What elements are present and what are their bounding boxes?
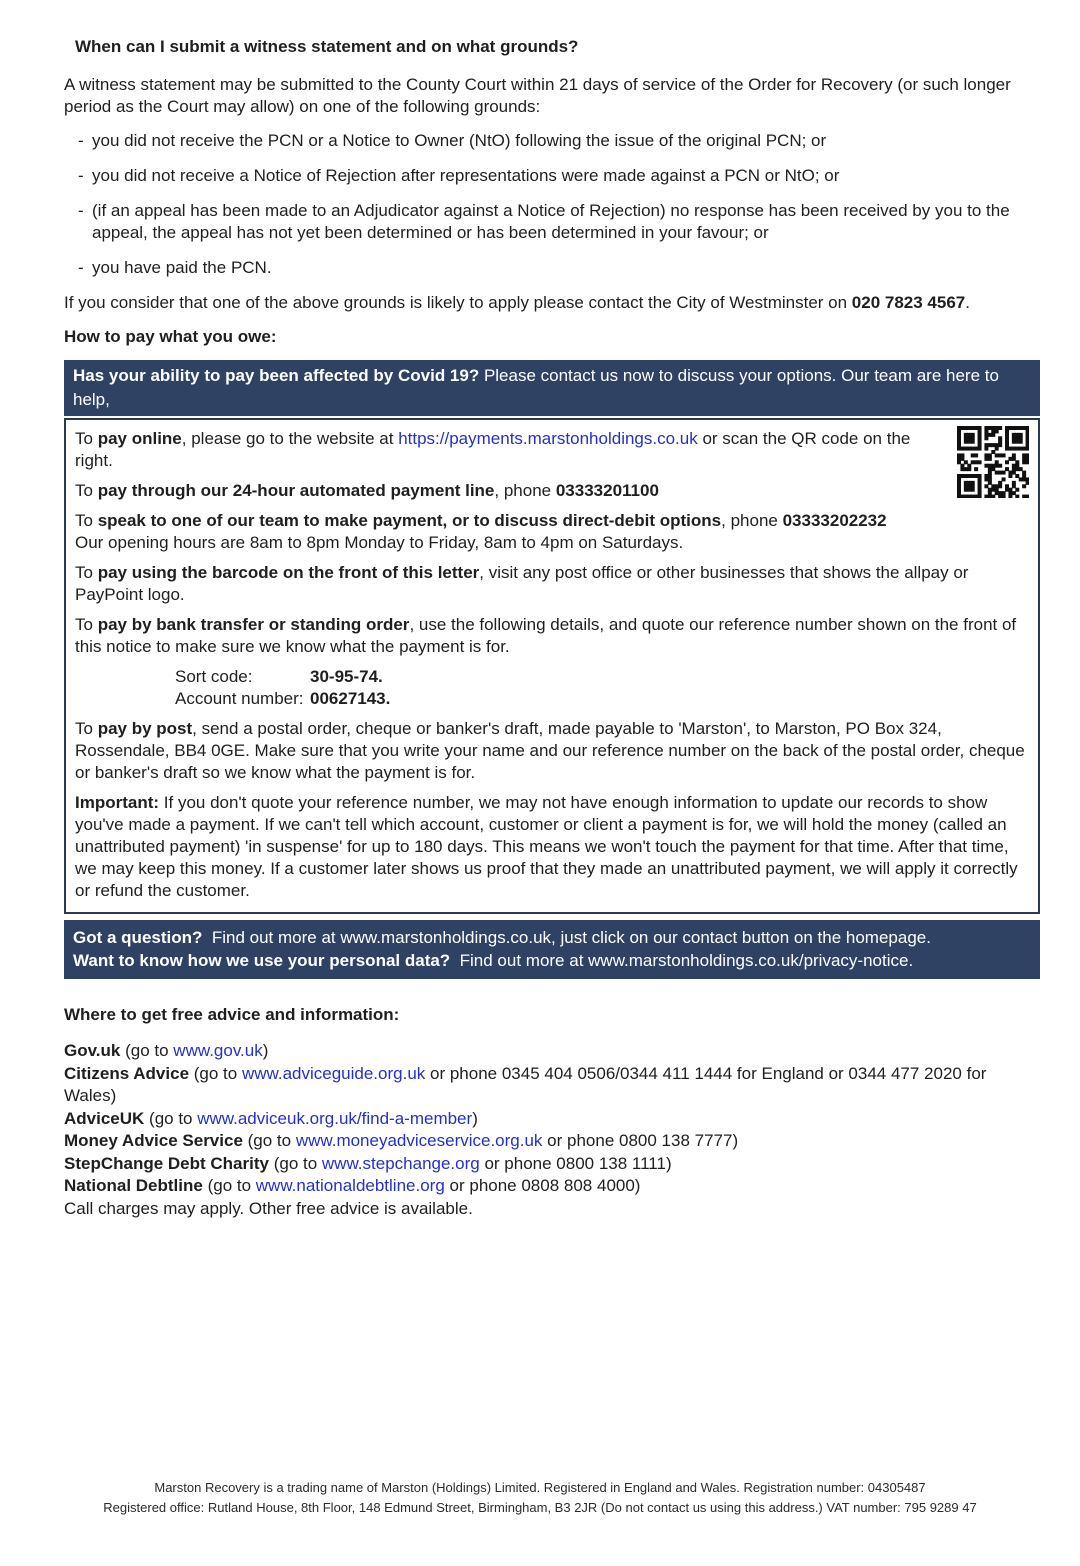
text-segment: pay using the barcode on the front of this letter [97, 563, 480, 582]
text-segment: 03333202232 [782, 511, 887, 530]
text-segment: or scan the QR code on the right. [75, 429, 911, 470]
text-segment: (go to [144, 1108, 198, 1128]
text-segment: If you don't quote your reference number, we may not have enough information to update our records to show you've made a payment. If we can't tell which account, customer or client a payment is for, we will hold the money (called an unattributed payment) 'in suspense' for up to 180 days. This means we won't touch the payment for that time. After that time, we may keep this money. If a customer later shows us proof that they made an unattributed payment, we will apply it correctly or refund the customer. [75, 793, 1018, 900]
text-segment: pay by post [97, 719, 193, 738]
advice-section-heading: Where to get free advice and information: [64, 1005, 400, 1024]
question-banner [64, 920, 1040, 979]
text-segment: To [75, 481, 98, 500]
bullet-dash: - [78, 201, 84, 220]
text-segment: Want to know how we use your personal data? [73, 951, 451, 970]
inline-link[interactable]: www.gov.uk [173, 1041, 263, 1060]
inline-link[interactable]: www.moneyadviceservice.org.uk [295, 1131, 543, 1150]
bank-detail-value: 00627143. [310, 689, 391, 708]
text-segment: Money Advice Service [64, 1131, 243, 1150]
question-banner-line [73, 949, 1031, 972]
text-segment: To [75, 429, 98, 448]
text-segment: Has your ability to pay been affected by Covid 19? [73, 366, 480, 385]
list-item [64, 1108, 1040, 1131]
text-segment: pay by bank transfer or standing order [97, 615, 410, 634]
text-segment: If you consider that one of the above grounds is likely to apply please contact the City of Westminster on [64, 293, 852, 312]
witness-intro-paragraph: A witness statement may be submitted to the County Court within 21 days of service of the Order for Recovery (or such longer period as the Court may allow) on one of the following grounds: [64, 75, 1011, 116]
ground-text: you did not receive the PCN or a Notice to Owner (NtO) following the issue of the original PCN; or [92, 131, 827, 150]
list-item [64, 1175, 1040, 1198]
pay-section-heading: How to pay what you owe: [64, 327, 277, 346]
text-segment: speak to one of our team to make payment, or to discuss direct-debit options [97, 511, 722, 530]
text-segment: (go to [242, 1131, 296, 1150]
text-segment: ) [472, 1108, 478, 1128]
grounds-list [64, 130, 1040, 279]
text-segment: or phone 0345 404 0506/0344 411 1444 for England or 0344 477 2020 for Wales) [64, 1063, 987, 1105]
list-item [64, 165, 1040, 187]
text-segment: Gov.uk [64, 1041, 121, 1060]
footer-line: Registered office: Rutland House, 8th Floor, 148 Edmund Street, Birmingham, B3 2JR (Do not contact us using this address.) VAT number: 795 9289 47 [103, 1500, 977, 1515]
list-item [64, 1040, 1040, 1063]
text-segment: Find out more at www.marstonholdings.co.uk, just click on our contact button on the homepage. [202, 928, 931, 947]
list-item [64, 1130, 1040, 1153]
bullet-dash: - [78, 166, 84, 185]
advice-note: Call charges may apply. Other free advice is available. [64, 1198, 473, 1218]
bank-detail-row [175, 688, 1029, 710]
text-segment: , phone [494, 481, 556, 500]
inline-link[interactable]: www.adviceuk.org.uk/find-a-member [197, 1108, 473, 1128]
text-segment: (go to [202, 1176, 256, 1195]
text-segment: or phone 0800 138 7777) [542, 1131, 739, 1150]
ground-text: you did not receive a Notice of Rejection after representations were made against a PCN or NtO; or [92, 166, 840, 185]
list-item [64, 1153, 1040, 1176]
text-segment: To [75, 511, 98, 530]
bank-detail-row [175, 666, 1029, 688]
text-segment: pay online [97, 429, 182, 448]
pay-phone-line-paragraph [75, 480, 1029, 502]
bank-detail-label: Sort code: [175, 667, 253, 686]
text-segment: , phone [721, 511, 783, 530]
inline-link[interactable]: www.adviceguide.org.uk [241, 1063, 426, 1083]
bank-detail-value: 30-95-74. [310, 667, 383, 686]
council-contact-paragraph [64, 292, 1040, 314]
text-segment: AdviceUK [64, 1108, 145, 1128]
text-segment: , send a postal order, cheque or banker's draft, made payable to 'Marston', to Marston, PO Box 324, Rossendale, BB4 0GE. Make sure that you write your name and our reference number on the back of the postal order, cheque or banker's draft so we know what the payment is for. [75, 719, 1025, 782]
text-segment: 020 7823 4567 [851, 293, 966, 312]
text-segment: StepChange Debt Charity [64, 1153, 269, 1173]
pay-barcode-paragraph [75, 562, 1029, 606]
text-segment: or phone 0808 808 4000) [444, 1176, 641, 1195]
inline-link[interactable]: www.nationaldebtline.org [255, 1176, 445, 1195]
text-segment: Find out more at www.marstonholdings.co.uk/privacy-notice. [450, 951, 914, 970]
text-segment: (go to [268, 1153, 322, 1173]
text-segment: National Debtline [64, 1176, 203, 1195]
text-segment: or phone 0800 138 1111) [479, 1153, 672, 1173]
text-segment: (go to [120, 1041, 174, 1060]
bank-details [175, 666, 1029, 710]
text-segment: . [965, 293, 970, 312]
inline-link[interactable]: https://payments.marstonholdings.co.uk [398, 429, 698, 448]
covid-banner [64, 360, 1040, 416]
bullet-dash: - [78, 131, 84, 150]
registration-footer [0, 1478, 1080, 1518]
bank-detail-label: Account number: [175, 689, 304, 708]
text-segment: , use the following details, and quote our reference number shown on the front of this notice to make sure we know what the payment is for. [75, 615, 1017, 656]
bullet-dash: - [78, 258, 84, 277]
list-item [64, 1063, 1040, 1108]
text-segment: Citizens Advice [64, 1063, 190, 1083]
advice-section [64, 1004, 1040, 1220]
pay-team-paragraph [75, 510, 1029, 554]
letter-content [64, 36, 1040, 1220]
text-segment: (go to [189, 1063, 242, 1083]
payment-options-box [64, 418, 1040, 914]
text-segment: To [75, 563, 98, 582]
pay-post-paragraph [75, 718, 1029, 784]
list-item [64, 200, 1040, 244]
pay-online-paragraph [75, 428, 1029, 472]
list-item [64, 257, 1040, 279]
inline-link[interactable]: www.stepchange.org [321, 1153, 480, 1173]
ground-text: you have paid the PCN. [92, 258, 272, 277]
pay-bank-transfer-paragraph [75, 614, 1029, 658]
text-segment: To [75, 719, 98, 738]
witness-section-heading: When can I submit a witness statement and on what grounds? [75, 37, 579, 56]
text-segment: To [75, 615, 98, 634]
text-segment: , visit any post office or other businesses that shows the allpay or PayPoint logo. [75, 563, 969, 604]
text-segment: Please contact us now to discuss your options. Our team are here to help, [73, 366, 999, 409]
text-segment: Important: [75, 793, 160, 812]
footer-line: Marston Recovery is a trading name of Marston (Holdings) Limited. Registered in England and Wales. Registration number: 04305487 [154, 1480, 926, 1495]
text-segment: Our opening hours are 8am to 8pm Monday to Friday, 8am to 4pm on Saturdays. [75, 533, 684, 552]
text-segment: , please go to the website at [181, 429, 399, 448]
text-segment: pay through our 24-hour automated payment line [97, 481, 495, 500]
qr-code-icon [957, 426, 1029, 498]
important-paragraph [75, 792, 1029, 902]
ground-text: (if an appeal has been made to an Adjudicator against a Notice of Rejection) no response has been received by you to the appeal, the appeal has not yet been determined or has been determined in your favour; or [92, 201, 1010, 242]
text-segment: 03333201100 [555, 481, 659, 500]
question-banner-line [73, 926, 1031, 949]
text-segment: ) [262, 1041, 269, 1060]
text-segment: Got a question? [73, 928, 203, 947]
list-item [64, 130, 1040, 152]
